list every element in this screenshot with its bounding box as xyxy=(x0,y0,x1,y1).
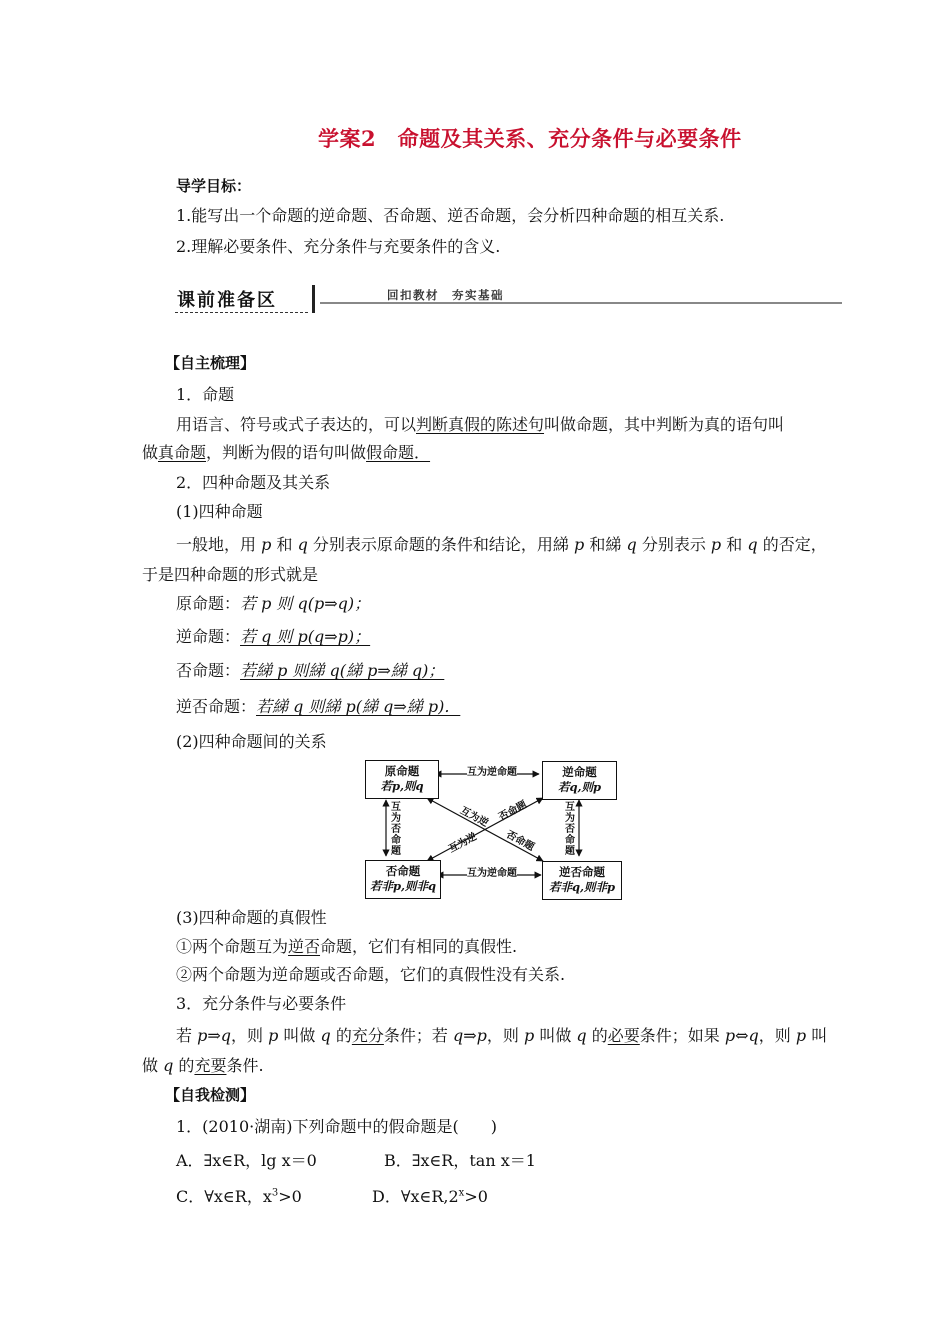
s2-text: 和 xyxy=(726,535,743,554)
s3-line-1 xyxy=(176,1023,827,1046)
s3-text: 叫做 xyxy=(278,1026,321,1045)
option-d xyxy=(372,1184,488,1207)
diag-label-c: 互为逆 xyxy=(447,831,479,856)
form-text: 若 q 则 p(q⇒p)； xyxy=(240,627,371,646)
s1-text-c: 做 xyxy=(142,443,159,462)
box-inverse-name: 否命题 xyxy=(385,864,421,878)
form-text: 若 p 则 q(p⇒q)； xyxy=(240,594,371,613)
form-text: 若綈 q 则綈 p(綈 q⇒綈 p)． xyxy=(256,697,461,716)
left-edge-label: 互为否命题 xyxy=(391,802,401,857)
goal-item-2: 2.理解必要条件、充分条件与充要条件的含义. xyxy=(176,237,501,256)
form-contrapositive xyxy=(176,694,464,717)
s3-text: 的 xyxy=(586,1026,608,1045)
option-a: A．∃x∈R，lg x＝0 xyxy=(176,1151,317,1170)
s2-sub2: (2)四种命题间的关系 xyxy=(176,732,327,751)
s3-text: 的 xyxy=(330,1026,352,1045)
box-original xyxy=(365,760,439,799)
var-p: p xyxy=(724,1026,736,1045)
right-edge-label: 互为否命题 xyxy=(565,802,575,857)
four-propositions-diagram xyxy=(365,760,623,902)
s2-sub3: (3)四种命题的真假性 xyxy=(176,908,327,927)
s1-underline-declarative: 判断真假的陈述句 xyxy=(416,415,545,434)
form-original xyxy=(176,591,370,614)
var-p: p xyxy=(574,535,585,554)
top-edge-label: 互为逆命题 xyxy=(467,763,517,778)
var-p: p xyxy=(261,535,272,554)
s3-text: ⇒ xyxy=(463,1026,477,1045)
box-inverse xyxy=(365,860,441,899)
section-bar-dash xyxy=(175,312,308,313)
s3-text: ，则 xyxy=(231,1026,269,1045)
s3-underline-sufficient: 充分 xyxy=(351,1026,384,1045)
section-bar-subtitle: 回扣教材 夯实基础 xyxy=(387,288,504,302)
form-inverse xyxy=(176,658,444,681)
s2-text: 分别表示原命题的条件和结论，用綈 xyxy=(312,535,569,554)
s3-text: 若 xyxy=(176,1026,198,1045)
option-c xyxy=(176,1184,302,1207)
s1-text-d: ，判断为假的语句叫做 xyxy=(206,443,367,462)
s1-text-a: 用语言、符号或式子表达的，可以 xyxy=(176,415,417,434)
var-q: q xyxy=(320,1026,331,1045)
s1-text-b: 叫做命题，其中判断为真的语句叫 xyxy=(544,415,785,434)
option-d-text-end: >0 xyxy=(464,1187,488,1206)
s3-text: ⇒ xyxy=(207,1026,221,1045)
option-c-exponent: 3 xyxy=(271,1187,279,1199)
truth-line-1 xyxy=(176,934,517,957)
bottom-edge-label: 互为逆命题 xyxy=(467,864,517,879)
s3-text: 叫做 xyxy=(534,1026,577,1045)
s3-title: 3．充分条件与必要条件 xyxy=(176,994,347,1013)
truth-text: ①两个命题互为 xyxy=(176,937,289,956)
s2-text: 的否定， xyxy=(762,535,827,554)
s3-text: ，则 xyxy=(486,1026,524,1045)
form-label: 逆否命题： xyxy=(176,697,257,716)
s1-underline-true: 真命题 xyxy=(158,443,207,462)
s1-paragraph-line1 xyxy=(176,412,784,435)
s2-sub1: (1)四种命题 xyxy=(176,502,263,521)
box-contrapositive xyxy=(542,861,622,900)
box-contrapositive-name: 逆否命题 xyxy=(559,865,605,879)
var-q: q xyxy=(220,1026,231,1045)
box-contrapositive-form: 若非q,则非p xyxy=(548,880,616,894)
section-bar-title: 课前准备区 xyxy=(177,290,277,311)
var-p: p xyxy=(476,1026,487,1045)
s3-line-2 xyxy=(142,1053,264,1076)
box-original-form: 若p,则q xyxy=(380,779,424,793)
var-p: p xyxy=(523,1026,535,1045)
diag-label-b: 否命题 xyxy=(497,799,529,824)
box-original-name: 原命题 xyxy=(384,764,420,778)
var-q: q xyxy=(747,535,758,554)
s3-text: 条件. xyxy=(226,1056,264,1075)
diag-label-a: 互为逆 xyxy=(458,805,490,830)
goal-item-1: 1.能写出一个命题的逆命题、否命题、逆否命题，会分析四种命题的相互关系. xyxy=(176,206,725,225)
self-test-heading: 【自我检测】 xyxy=(165,1086,256,1104)
var-q: q xyxy=(626,535,637,554)
truth-line-2: ②两个命题为逆命题或否命题，它们的真假性没有关系. xyxy=(176,965,566,984)
s3-text: 叫 xyxy=(806,1026,828,1045)
var-p: p xyxy=(268,1026,279,1045)
section-bar xyxy=(175,283,845,319)
form-converse xyxy=(176,624,370,647)
var-p: p xyxy=(710,535,722,554)
diag-label-d: 否命题 xyxy=(504,829,536,854)
s3-text: ⇔ xyxy=(735,1026,749,1045)
s1-title: 1．命题 xyxy=(176,385,235,404)
box-inverse-form: 若非p,则非q xyxy=(369,879,437,893)
var-q: q xyxy=(748,1026,759,1045)
s2-paragraph-line1 xyxy=(176,532,827,555)
question-1: 1．(2010·湖南)下列命题中的假命题是( ) xyxy=(176,1117,497,1136)
var-q: q xyxy=(576,1026,587,1045)
truth-text: 命题，它们有相同的真假性. xyxy=(320,937,518,956)
option-c-text-end: >0 xyxy=(278,1187,302,1206)
truth-underline: 逆否 xyxy=(288,937,321,956)
s2-text: 一般地，用 xyxy=(176,535,257,554)
var-q: q xyxy=(297,535,308,554)
var-q: q xyxy=(163,1056,174,1075)
s3-text: 的 xyxy=(173,1056,195,1075)
var-q: q xyxy=(452,1026,464,1045)
section-bar-divider xyxy=(312,285,315,313)
s3-text: 条件；若 xyxy=(383,1026,453,1045)
box-converse-name: 逆命题 xyxy=(562,765,597,779)
box-converse-form: 若q,则p xyxy=(557,780,602,794)
form-text: 若綈 p 则綈 q(綈 p⇒綈 q)； xyxy=(240,661,445,680)
option-d-text: D．∀x∈R,2 xyxy=(372,1187,459,1206)
page-title: 学案2 命题及其关系、充分条件与必要条件 xyxy=(318,126,742,151)
form-label: 否命题： xyxy=(176,661,241,680)
s2-text: 和綈 xyxy=(589,535,622,554)
option-b: B．∃x∈R，tan x＝1 xyxy=(384,1151,536,1170)
s3-underline-iff: 充要 xyxy=(194,1056,227,1075)
form-label: 原命题： xyxy=(176,594,241,613)
option-d-exponent: x xyxy=(458,1187,465,1199)
form-label: 逆命题： xyxy=(176,627,241,646)
goals-heading: 导学目标： xyxy=(176,177,252,195)
var-p: p xyxy=(795,1026,807,1045)
s3-text: 做 xyxy=(142,1056,164,1075)
s2-text: 和 xyxy=(276,535,293,554)
s3-text: 条件；如果 xyxy=(639,1026,725,1045)
var-p: p xyxy=(197,1026,208,1045)
s2-paragraph-line2: 于是四种命题的形式就是 xyxy=(142,565,319,584)
s2-title: 2．四种命题及其关系 xyxy=(176,473,331,492)
s1-paragraph-line2 xyxy=(142,440,436,463)
s3-text: ，则 xyxy=(758,1026,796,1045)
s2-text: 分别表示 xyxy=(641,535,706,554)
box-converse xyxy=(542,761,617,800)
self-review-heading: 【自主梳理】 xyxy=(165,354,256,372)
s1-underline-false: 假命题． xyxy=(366,443,431,462)
s3-underline-necessary: 必要 xyxy=(607,1026,640,1045)
option-c-text: C．∀x∈R，x xyxy=(176,1187,272,1206)
